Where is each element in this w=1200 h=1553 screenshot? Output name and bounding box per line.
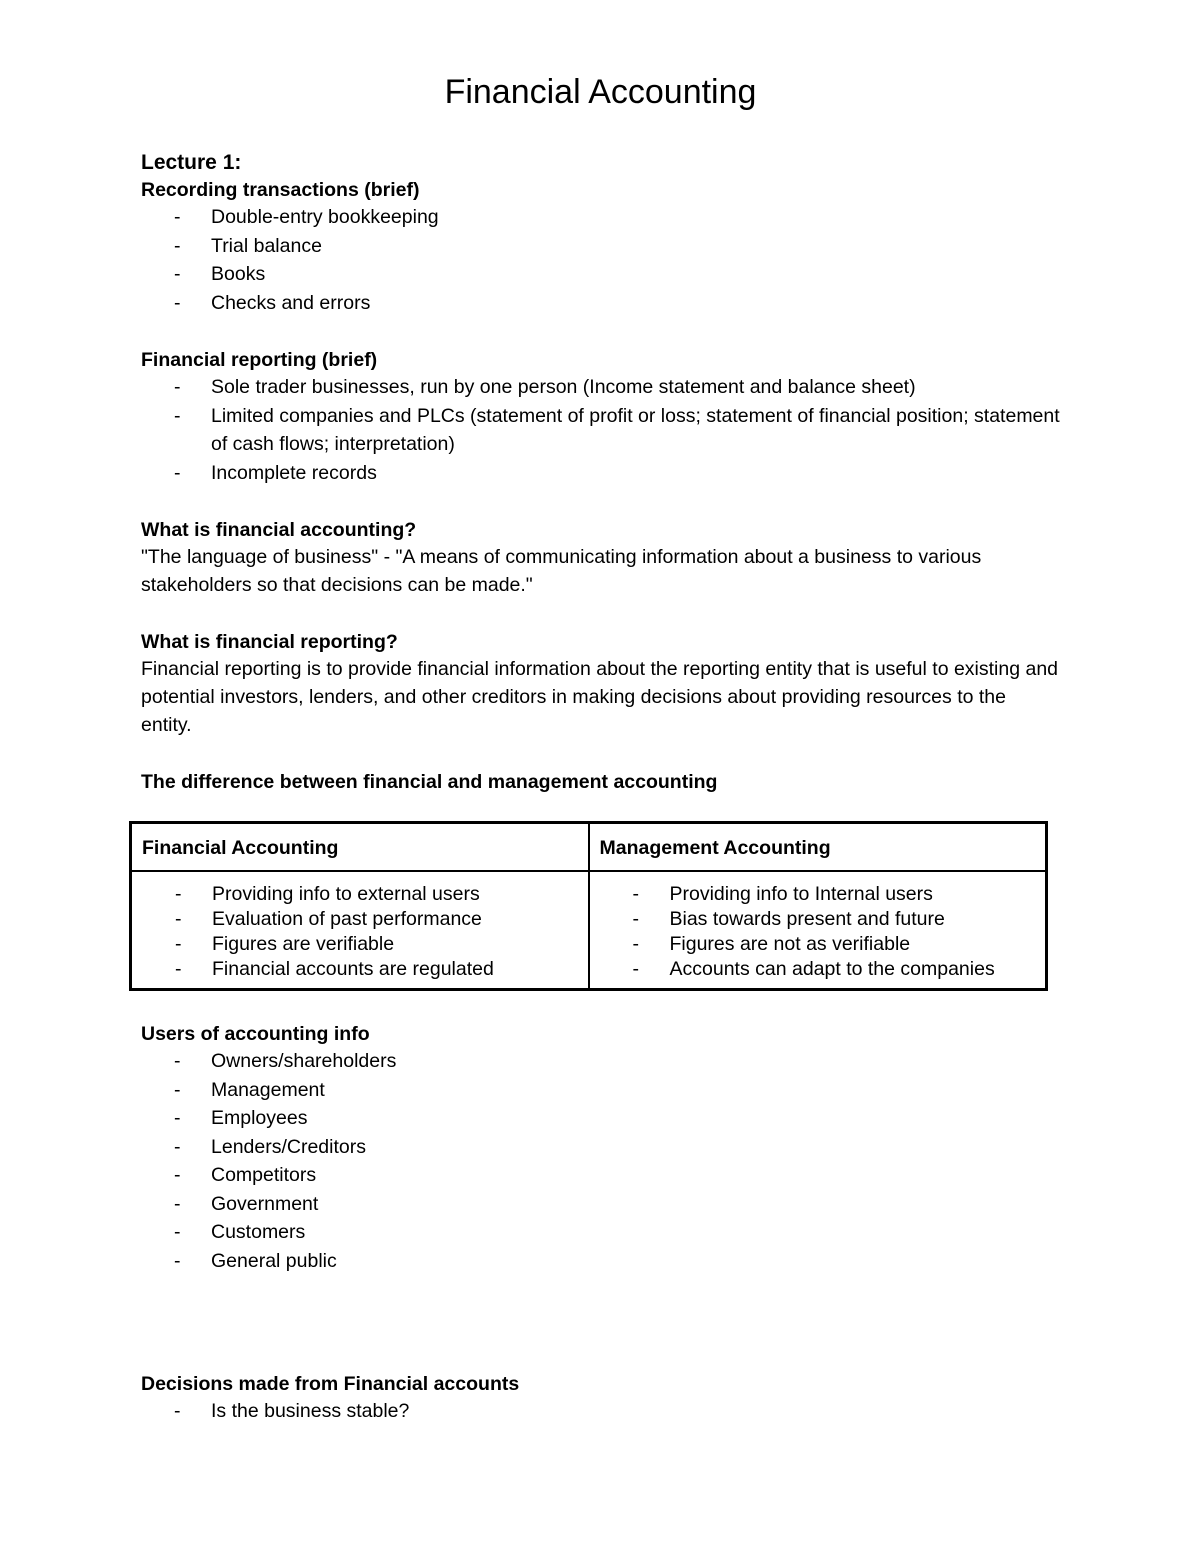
list-item: - Figures are not as verifiable <box>632 933 911 955</box>
list-item: - Is the business stable? <box>141 1397 1060 1426</box>
dash-bullet: - <box>632 883 639 905</box>
list-item: - Checks and errors <box>141 289 1060 318</box>
table-cell-management <box>589 871 1047 990</box>
what-reporting-heading: What is financial reporting? <box>141 631 398 653</box>
what-accounting-text: "The language of business" - "A means of communicating information about a business to various stakeholders so that decisions can be made." <box>141 546 982 596</box>
dash-bullet: - <box>175 933 182 955</box>
dash-bullet: - <box>174 1400 181 1422</box>
dash-bullet: - <box>174 1164 181 1186</box>
dash-bullet: - <box>174 1135 181 1158</box>
reporting-heading: Financial reporting (brief) <box>141 349 378 371</box>
list-item: - Management <box>141 1076 1060 1105</box>
dash-bullet: - <box>174 291 181 314</box>
dash-bullet: - <box>174 263 181 285</box>
list-item: - Owners/shareholders <box>141 1047 1060 1076</box>
dash-bullet: - <box>632 933 639 955</box>
difference-heading: The difference between financial and management accounting <box>141 771 718 793</box>
list-item: - Figures are verifiable <box>175 933 395 955</box>
list-item: - Employees <box>141 1104 1060 1133</box>
dash-bullet: - <box>175 908 182 930</box>
dash-bullet: - <box>174 1078 181 1101</box>
list-item: - Evaluation of past performance <box>175 908 482 930</box>
dash-bullet: - <box>175 958 182 980</box>
what-reporting-text: Financial reporting is to provide financial information about the reporting entity that is useful to existing and potential investors, lenders, and other creditors in making decisions about providing resources to the entity. <box>141 658 1059 736</box>
table-header-management: Management Accounting <box>589 823 1047 872</box>
list-item: - Providing info to Internal users <box>632 883 933 905</box>
table-header-row <box>131 823 1047 872</box>
list-item: - Government <box>141 1190 1060 1219</box>
table-row <box>131 871 1047 990</box>
dash-bullet: - <box>175 883 182 905</box>
list-item: - Competitors <box>141 1161 1060 1190</box>
dash-bullet: - <box>174 404 181 427</box>
list-item: - Trial balance <box>141 232 1060 261</box>
what-accounting-heading: What is financial accounting? <box>141 519 417 541</box>
dash-bullet: - <box>174 1050 181 1072</box>
list-item: - Books <box>141 260 1060 289</box>
reporting-list <box>141 373 1060 487</box>
dash-bullet: - <box>174 206 181 228</box>
list-item: - Incomplete records <box>141 459 1060 488</box>
list-item: - Accounts can adapt to the companies <box>632 958 995 980</box>
dash-bullet: - <box>174 1192 181 1215</box>
list-item: - Sole trader businesses, run by one person (Income statement and balance sheet) <box>141 373 1060 402</box>
dash-bullet: - <box>174 461 181 484</box>
dash-bullet: - <box>174 1107 181 1129</box>
dash-bullet: - <box>174 1249 181 1272</box>
decisions-heading: Decisions made from Financial accounts <box>141 1373 520 1395</box>
recording-list <box>141 203 1060 317</box>
dash-bullet: - <box>632 958 639 980</box>
users-heading: Users of accounting info <box>141 1023 370 1045</box>
table-cell-financial <box>131 871 589 990</box>
table-header-financial: Financial Accounting <box>131 823 589 872</box>
dash-bullet: - <box>632 908 639 930</box>
recording-heading: Recording transactions (brief) <box>141 179 420 201</box>
list-item: - Bias towards present and future <box>632 908 945 930</box>
list-item: - Lenders/Creditors <box>141 1133 1060 1162</box>
comparison-table <box>129 821 1048 991</box>
list-item: - Limited companies and PLCs (statement of profit or loss; statement of financial position; statement of cash flows; interpretation) <box>141 402 1060 459</box>
list-item: - General public <box>141 1247 1060 1276</box>
list-item: - Providing info to external users <box>175 883 480 905</box>
decisions-list <box>141 1397 1060 1426</box>
list-item: - Financial accounts are regulated <box>175 958 494 980</box>
dash-bullet: - <box>174 376 181 398</box>
dash-bullet: - <box>174 234 181 257</box>
lecture-label: Lecture 1: <box>141 151 242 174</box>
dash-bullet: - <box>174 1221 181 1243</box>
list-item: - Customers <box>141 1218 1060 1247</box>
users-list <box>141 1047 1060 1275</box>
list-item: - Double-entry bookkeeping <box>141 203 1060 232</box>
document-title: Financial Accounting <box>444 73 757 111</box>
